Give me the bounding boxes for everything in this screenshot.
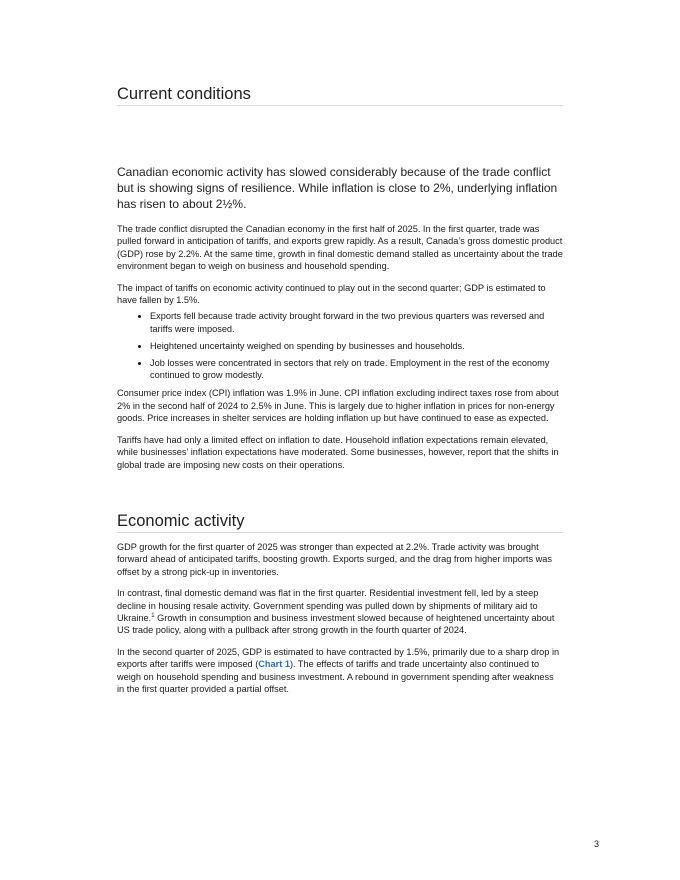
lead-paragraph: Canadian economic activity has slowed considerably because of the trade conflict but is showing signs of resilience. While inflation is close to 2%, underlying inflation has risen to about 2½%. (117, 165, 558, 211)
paragraph: Tariffs have had only a limited effect on inflation to date. Household inflation expectations remain elevated, while businesses' inflation expectations have moderated. Some businesses, however, report that the shifts in global trade are imposing new costs on their operations. (117, 434, 559, 470)
bullet-list (117, 310, 563, 381)
activity-body (117, 541, 563, 695)
paragraph (117, 646, 563, 696)
current-body (117, 223, 563, 471)
section-heading: Economic activity (117, 512, 563, 533)
paragraph: The impact of tariffs on economic activity continued to play out in the second quarter; GDP is estimated to have fallen by 1.5%. (117, 282, 546, 306)
text: ). The effects of tariffs and trade uncertainty also continued to weigh on household spending and business investment. A rebound in government spending after weakness in the first quarter provided a partial offset. (117, 659, 554, 695)
list-item: • Exports fell because trade activity brought forward in the two previous quarters was reversed and tariffs were imposed. (150, 310, 563, 335)
paragraph (117, 587, 563, 637)
list-item: • Heightened uncertainty weighed on spending by businesses and households. (150, 340, 563, 352)
list-item: • Job losses were concentrated in sectors that rely on trade. Employment in the rest of the economy continued to grow modestly. (150, 357, 563, 382)
paragraph: GDP growth for the first quarter of 2025 was stronger than expected at 2.2%. Trade activity was brought forward ahead of anticipated tariffs, boosting growth. Exports surged, and the drag from higher imports was offset by a strong pick-up in inventories. (117, 542, 552, 577)
lead-paragraph-block (117, 164, 563, 212)
text: In the second quarter of 2025, GDP is estimated to have contracted by 1.5%, primarily due to a sharp drop in exports after tariffs were imposed ( (117, 646, 560, 670)
footnote-ref[interactable]: 1 (151, 612, 155, 619)
paragraph: The trade conflict disrupted the Canadian economy in the first half of 2025. In the first quarter, trade was pulled forward in anticipation of tariffs, and exports grew rapidly. As a result, Canada’s gross domestic product (GDP) rose by 2.2%. At the same time, growth in final domestic demand stalled as uncertainty about the trade environment began to weigh on business and household spending. (117, 224, 563, 272)
page-number: 3 (594, 839, 600, 849)
text: Growth in consumption and business investment slowed because of heightened uncertainty about US trade policy, along with a pullback after strong growth in the fourth quarter of 2024. (117, 613, 555, 636)
heading-economic-activity (117, 512, 563, 533)
chart-1-link[interactable]: Chart 1 (258, 659, 290, 670)
section-heading: Current conditions (117, 85, 563, 106)
heading-current-conditions (117, 85, 563, 106)
text: In contrast, final domestic demand was flat in the first quarter. Residential investment fell, led by a steep decline in housing resale activity. Government spending was pulled down by shipments of military aid to Ukraine. (117, 588, 539, 624)
paragraph: Consumer price index (CPI) inflation was 1.9% in June. CPI inflation excluding indirect taxes rose from about 2% in the second half of 2024 to 2.5% in June. This is largely due to higher inflation in prices for non-energy goods. Price increases in shelter services are holding inflation up but have continued to ease as expected. (117, 388, 559, 424)
